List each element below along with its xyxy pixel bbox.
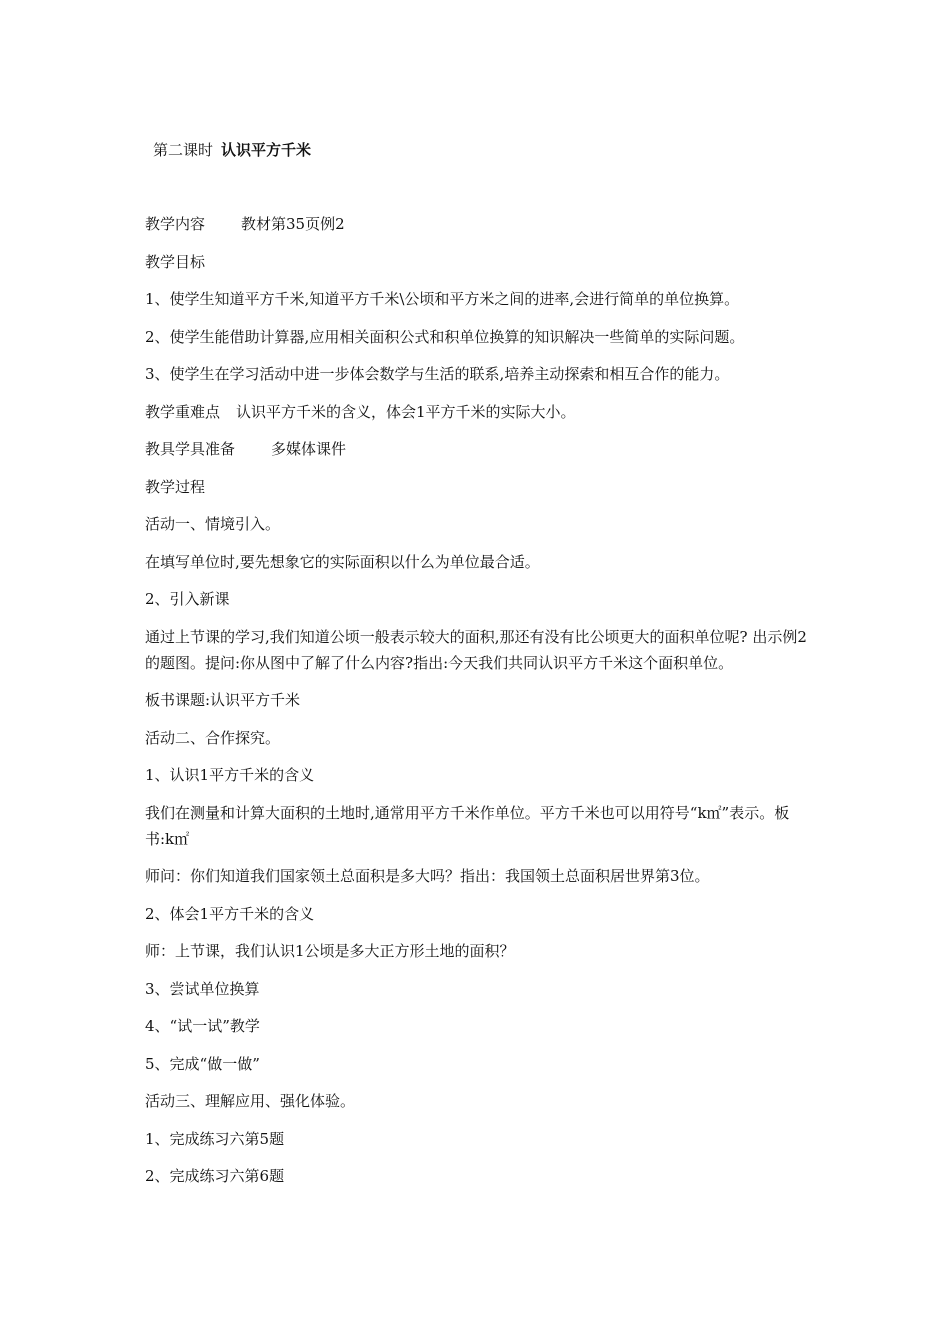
process-line: 师问：你们知道我们国家领土总面积是多大吗？指出：我国领土总面积居世界第3位。 bbox=[145, 867, 710, 885]
process-line: 5、完成“做一做” bbox=[145, 1054, 260, 1073]
goal-item-3: 3、使学生在学习活动中进一步体会数学与生活的联系,培养主动探索和相互合作的能力。 bbox=[145, 365, 730, 383]
process-line: 2、引入新课 bbox=[145, 590, 230, 608]
teaching-goals-label: 教学目标 bbox=[145, 252, 206, 271]
tools-line bbox=[145, 436, 810, 462]
teaching-process-label: 教学过程 bbox=[145, 477, 206, 496]
process-line: 4、“试一试”教学 bbox=[145, 1017, 260, 1035]
process-line: 3、尝试单位换算 bbox=[145, 979, 260, 998]
process-line: 1、完成练习六第5题 bbox=[145, 1129, 285, 1148]
document-body bbox=[145, 211, 810, 1201]
process-line: 活动三、理解应用、强化体验。 bbox=[145, 1092, 356, 1110]
tools-label: 教具学具准备 bbox=[145, 440, 236, 458]
key-points-line bbox=[145, 399, 810, 425]
process-line: 在填写单位时,要先想象它的实际面积以什么为单位最合适。 bbox=[145, 552, 540, 571]
teaching-content-value: 教材第35页例2 bbox=[241, 215, 345, 233]
lesson-title bbox=[153, 139, 311, 161]
goal-item-2: 2、使学生能借助计算器,应用相关面积公式和积单位换算的知识解决一些简单的实际问题。 bbox=[145, 327, 745, 346]
lesson-topic: 认识平方千米 bbox=[221, 141, 312, 159]
process-line: 活动一、情境引入。 bbox=[145, 515, 281, 533]
process-paragraph: 我们在测量和计算大面积的土地时,通常用平方千米作单位。平方千米也可以用符号“k㎡”表示。板书:k㎡ bbox=[145, 803, 790, 848]
process-line: 2、体会1平方千米的含义 bbox=[145, 904, 315, 923]
key-points-label: 教学重难点 bbox=[145, 402, 221, 421]
key-points-value: 认识平方千米的含义，体会1平方千米的实际大小。 bbox=[236, 402, 576, 421]
tools-value: 多媒体课件 bbox=[271, 440, 347, 458]
process-line: 1、认识1平方千米的含义 bbox=[145, 766, 315, 784]
lesson-number: 第二课时 bbox=[153, 141, 214, 159]
process-line: 活动二、合作探究。 bbox=[145, 728, 281, 747]
process-line: 师：上节课，我们认识1公顷是多大正方形土地的面积？ bbox=[145, 942, 515, 960]
teaching-content-label: 教学内容 bbox=[145, 215, 206, 233]
teaching-content-line bbox=[145, 211, 810, 237]
process-paragraph: 通过上节课的学习,我们知道公顷一般表示较大的面积,那还有没有比公顷更大的面积单位呢? 出示例2的题图。提问:你从图中了解了什么内容?指出:今天我们共同认识平方千米这个面积单位。 bbox=[145, 627, 807, 672]
process-line: 2、完成练习六第6题 bbox=[145, 1167, 285, 1185]
process-line: 板书课题:认识平方千米 bbox=[145, 691, 301, 709]
goal-item-1: 1、使学生知道平方千米,知道平方千米\公顷和平方米之间的进率,会进行简单的单位换算。 bbox=[145, 290, 740, 308]
